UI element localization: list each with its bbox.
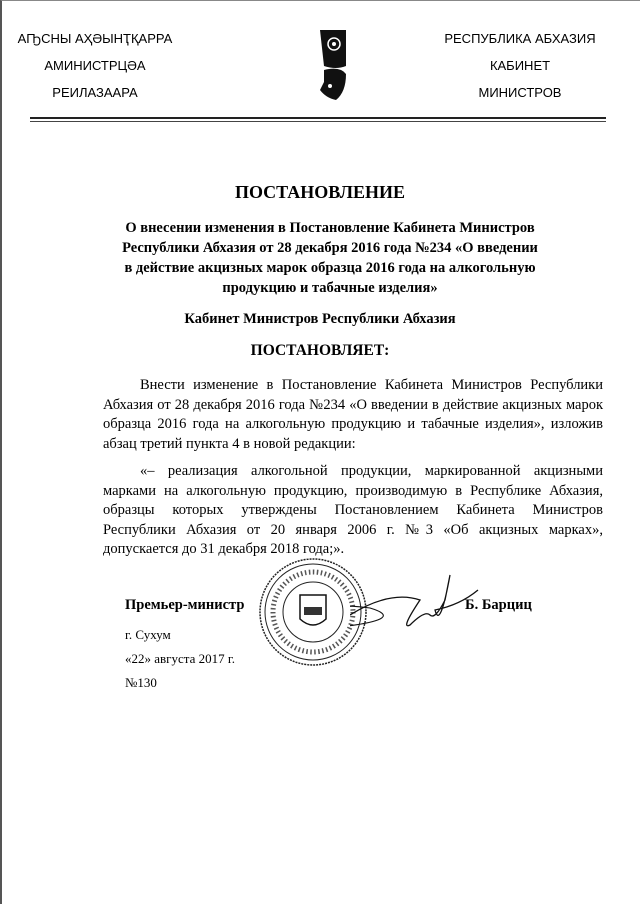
- header-rule-thin: [30, 121, 606, 122]
- signatory-name: Б. Барциц: [465, 597, 532, 613]
- document-subtitle: О внесении изменения в Постановление Кабинета Министров Республики Абхазия от 28 декабря 2016 года №234 «О введении в действие акцизных марок образца 2016 года на алкогольную продукцию и табачные изделия»: [122, 220, 538, 296]
- date: «22» августа 2017 г.: [125, 651, 235, 666]
- header-rule: [30, 117, 606, 119]
- letterhead-left-line: АМИНИСТРЦӘА: [44, 58, 146, 73]
- coat-of-arms-logo: [306, 26, 352, 102]
- document-number: №130: [125, 675, 157, 690]
- letterhead-left-line: АҦСНЫ АҲӘЫНҬҚАРРА: [17, 31, 173, 46]
- letterhead-left: [0, 0, 205, 110]
- paragraph-2: «– реализация алкогольной продукции, маркированной акцизными марками на алкогольную продукцию, производимую в Республике Абхазия, образцы которых утверждены Постановлением Кабинета Министров Республики Абхазия от 20 января 2006 г. №3 «Об акцизных марках», допускается до 31 декабря 2018 года;».: [103, 463, 603, 557]
- handwritten-signature: [350, 570, 480, 650]
- document-title: ПОСТАНОВЛЕНИЕ: [234, 182, 406, 202]
- place: г. Сухум: [125, 627, 171, 642]
- letterhead-right: [410, 0, 630, 110]
- letterhead-right-line: КАБИНЕТ: [489, 58, 551, 73]
- letterhead-left-line: РЕИЛАЗААРА: [52, 85, 138, 100]
- paragraph-1: Внести изменение в Постановление Кабинета Министров Республики Абхазия от 28 декабря 2016 года №234 «О введении в действие акцизных марок образца 2016 года на алкогольную продукцию и табачные изделия», изложив абзац третий пункта 4 в новой редакции:: [103, 377, 603, 452]
- letterhead-right-line: МИНИСТРОВ: [478, 85, 562, 100]
- issuer: Кабинет Министров Республики Абхазия: [184, 311, 456, 327]
- letterhead-right-line: РЕСПУБЛИКА АБХАЗИЯ: [444, 31, 596, 46]
- decrees-heading: ПОСТАНОВЛЯЕТ:: [250, 342, 390, 359]
- signatory-position: Премьер-министр: [125, 597, 245, 613]
